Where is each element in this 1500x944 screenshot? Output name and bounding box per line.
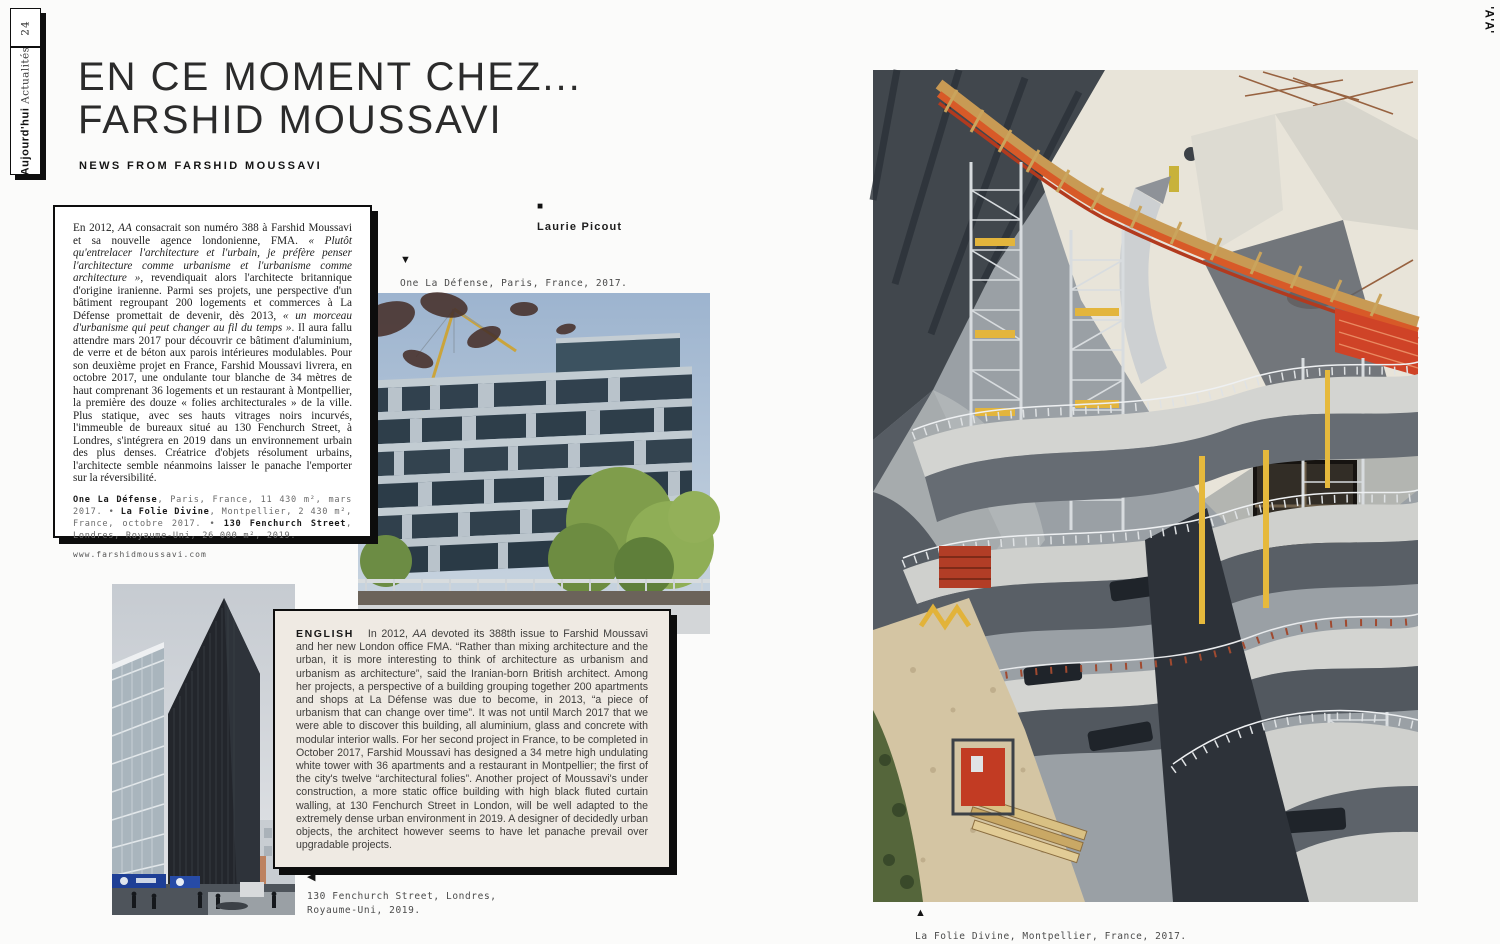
french-text: En 2012, AA consacrait son numéro 388 à Farshid Moussavi et sa nouvelle agence londonienne, FMA. « Plutôt qu'entrelacer l'architecture et l'urbain, je préfère penser l'architecture comme urbanisme et l'urbanisme comme architecture », revendiquait alors l'architecte britannique d'origine iranienne. Parmi ses projets, une perspective d'un bâtiment regroupant 200 logements et commerces à La Défense promettait de devenir, dès 2013, « un morceau d'urbanisme qui peut changer au fil du temps ». Il aura fallu attendre mars 2017 pour découvrir ce bâtiment d'aluminium, de verre et de béton aux parois intérieures modulables. Pour son deuxième projet en France, Farshid Moussavi livrera, en octobre 2017, une ondulante tour blanche de 34 mètres de haut comprenant 36 logements et un restaurant à Montpellier, la première des douze « folies architecturales » de la ville. Plus statique, avec ses hauts vitrages noirs incurvés, l'immeuble de bureaux situé au 130 Fenchurch Street, à Londres, s'intégrera en 2019 dans un environnement urbain des plus denses. Créatrice d'objets résolument urbains, l'architecte semble néanmoins laisser le panache l'emporter sur la réversibilité. (73, 222, 352, 484)
byline-author: Laurie Picout (537, 221, 623, 233)
caption-one-la-defense (400, 255, 628, 291)
triangle-down-icon: ▼ (400, 254, 411, 266)
english-text: ENGLISH In 2012, AA devoted its 388th issue to Farshid Moussavi and her new London office FMA. “Rather than mixing architecture and the urban, it is more interesting to think of architecture as urbanism and urbanism as architecture”, said the Iranian-born British architect. Among her projects, a perspective of a building grouping together 200 apartments and shops at La Défense was due to become, in 2013, “a piece of urbanism that can change over time”. It was not until March 2017 that we were able to discover this building, all aluminium, glass and concrete with modular interior walls. For her second project in France, to be completed in October 2017, Farshid Moussavi has designed a 34 metre high undulating white tower with 36 apartments and a restaurant in Montpellier; the first of the city's twelve “architectural folies”. Another project of Moussavi's under construction, a more static office building with high black fluted curtain walling, at 130 Fenchurch Street in London, will be well adapted to the extremely dense urban environment in 2019. A designer of decidedly urban objects, the architect however seems to have let panache prevail over upgradable projects. (296, 628, 649, 852)
byline-square-icon: ■ (537, 201, 544, 212)
french-intro-box (53, 205, 372, 559)
page-subtitle: NEWS FROM FARSHID MOUSSAVI (79, 160, 323, 172)
section-tab (10, 47, 41, 175)
fenchurch-illustration (112, 584, 295, 915)
page-number-box (10, 8, 41, 47)
triangle-left-icon: ◀ (307, 871, 316, 883)
page-title (78, 56, 582, 142)
caption-la-folie-divine (915, 908, 1187, 944)
photo-one-la-defense (358, 293, 710, 634)
byline (537, 202, 622, 235)
title-line-1: EN CE MOMENT CHEZ... (78, 55, 582, 99)
construction-illustration (873, 70, 1418, 902)
title-line-2: FARSHID MOUSSAVI (78, 98, 503, 142)
website-url: www.farshidmoussavi.com (73, 549, 207, 559)
english-translation-box (273, 609, 671, 869)
caption-text-line1: 130 Fenchurch Street, Londres, (307, 891, 497, 902)
photo-130-fenchurch (112, 584, 295, 915)
section-label: Aujourd'hui Actualités (19, 46, 32, 176)
page-number: 24 (19, 19, 32, 36)
caption-text: La Folie Divine, Montpellier, France, 2017. (915, 931, 1187, 942)
triangle-up-icon: ▲ (915, 907, 926, 919)
magazine-logo: 'A'A' (1483, 6, 1496, 34)
caption-130-fenchurch (307, 872, 497, 918)
caption-text-line2: Royaume-Uni, 2019. (307, 905, 421, 916)
project-credits: One La Défense, Paris, France, 11 430 m², mars 2017. • La Folie Divine, Montpellier, 2 430 m², France, octobre 2017. • 130 Fenchurch Street, Londres, Royaume-Uni, 26 000 m², 2019. (73, 494, 352, 541)
photo-la-folie-divine (873, 70, 1418, 902)
english-label: ENGLISH (296, 628, 354, 640)
one-la-defense-illustration (358, 293, 710, 634)
caption-text: One La Défense, Paris, France, 2017. (400, 278, 628, 289)
